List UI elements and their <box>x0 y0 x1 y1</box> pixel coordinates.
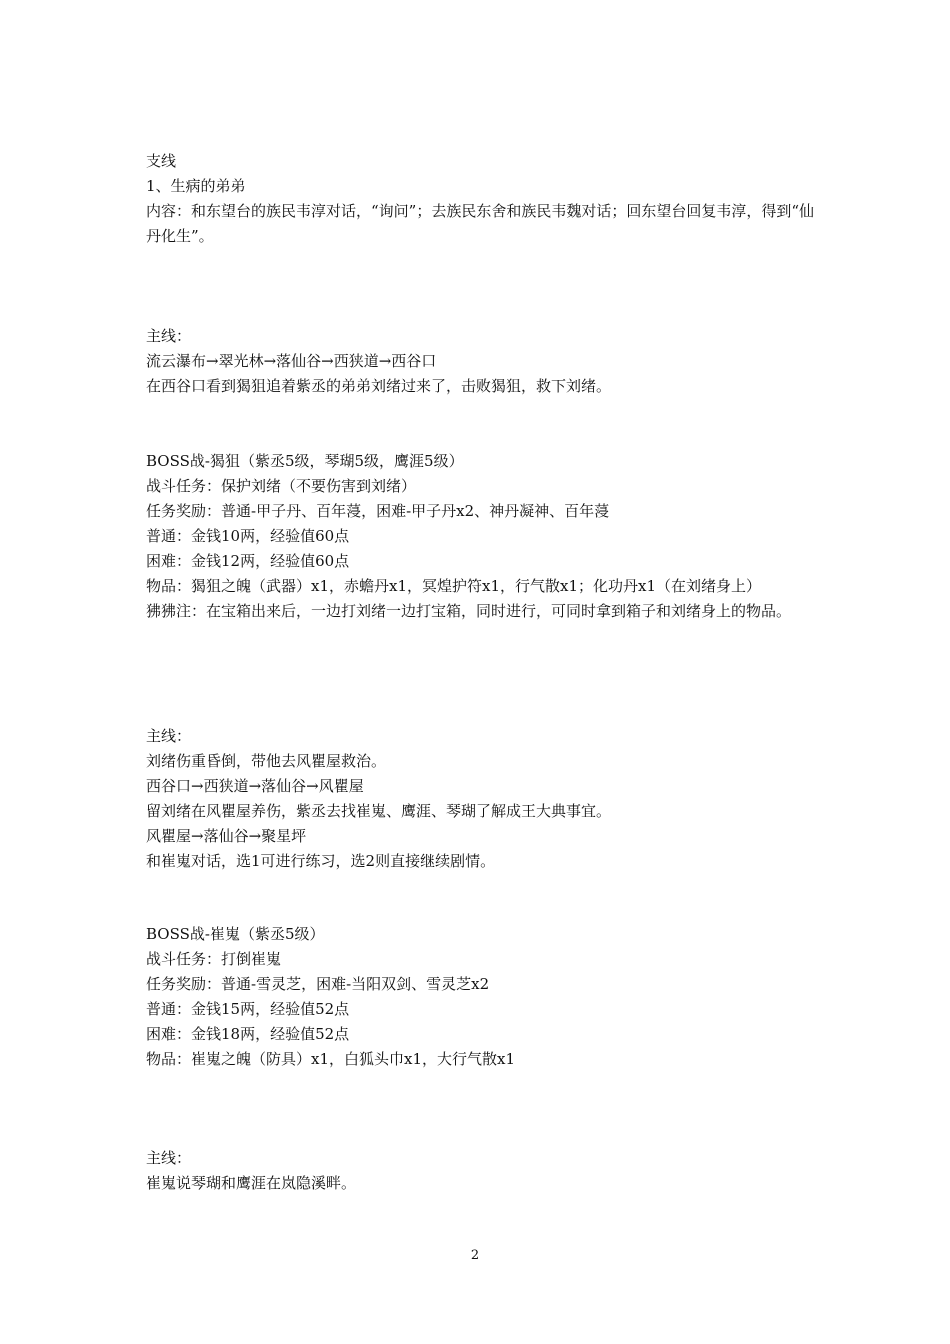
boss-title: BOSS战-猲狙（紫丞5级，琴瑚5级，鹰涯5级） <box>146 452 464 470</box>
normal-reward: 普通：金钱15两，经验值52点 <box>146 1000 350 1018</box>
boss-battle-section-1 <box>146 449 826 624</box>
main-story-section-1 <box>146 324 826 399</box>
note-line: 狒狒注：在宝箱出来后，一边打刘绪一边打宝箱，同时进行，可同时拿到箱子和刘绪身上的物品。 <box>146 602 792 620</box>
section-heading: 主线： <box>146 727 192 745</box>
story-line: 刘绪伤重昏倒，带他去风瞿屋救治。 <box>146 752 387 770</box>
story-line: 留刘绪在风瞿屋养伤，紫丞去找崔嵬、鹰涯、琴瑚了解成王大典事宜。 <box>146 802 612 820</box>
main-story-section-3 <box>146 1146 826 1196</box>
section-heading: 支线 <box>146 152 177 170</box>
route-line: 风瞿屋→落仙谷→聚星坪 <box>146 827 307 845</box>
section-heading: 主线： <box>146 1149 192 1167</box>
items-line: 物品：猲狙之魄（武器）x1，赤蟾丹x1，冥煌护符x1，行气散x1；化功丹x1（在刘绪身上） <box>146 577 762 595</box>
route-line: 西谷口→西狭道→落仙谷→风瞿屋 <box>146 777 364 795</box>
hard-reward: 困难：金钱12两，经验值60点 <box>146 552 350 570</box>
main-story-section-2 <box>146 724 826 874</box>
boss-battle-section-2 <box>146 922 826 1072</box>
section-heading: 主线： <box>146 327 192 345</box>
task-reward: 任务奖励：普通-雪灵芝，困难-当阳双剑、雪灵芝x2 <box>146 975 490 993</box>
quest-content: 内容：和东望台的族民韦淳对话，“询问”；去族民东舍和族民韦魏对话；回东望台回复韦淳，得到“仙丹化生”。 <box>146 202 815 245</box>
normal-reward: 普通：金钱10两，经验值60点 <box>146 527 350 545</box>
story-line: 和崔嵬对话，选1可进行练习，选2则直接继续剧情。 <box>146 852 496 870</box>
story-line: 崔嵬说琴瑚和鹰涯在岚隐溪畔。 <box>146 1174 357 1192</box>
story-line: 在西谷口看到猲狙追着紫丞的弟弟刘绪过来了，击败猲狙，救下刘绪。 <box>146 377 612 395</box>
boss-title: BOSS战-崔嵬（紫丞5级） <box>146 925 325 943</box>
battle-task: 战斗任务：打倒崔嵬 <box>146 950 282 968</box>
side-quest-section <box>146 149 826 249</box>
battle-task: 战斗任务：保护刘绪（不要伤害到刘绪） <box>146 477 417 495</box>
route-line: 流云瀑布→翠光林→落仙谷→西狭道→西谷口 <box>146 352 437 370</box>
page-number: 2 <box>470 1248 480 1263</box>
items-line: 物品：崔嵬之魄（防具）x1，白狐头巾x1，大行气散x1 <box>146 1050 516 1068</box>
task-reward: 任务奖励：普通-甲子丹、百年蓡，困难-甲子丹x2、神丹凝神、百年蓡 <box>146 502 610 520</box>
hard-reward: 困难：金钱18两，经验值52点 <box>146 1025 350 1043</box>
quest-title: 1、生病的弟弟 <box>146 177 246 195</box>
